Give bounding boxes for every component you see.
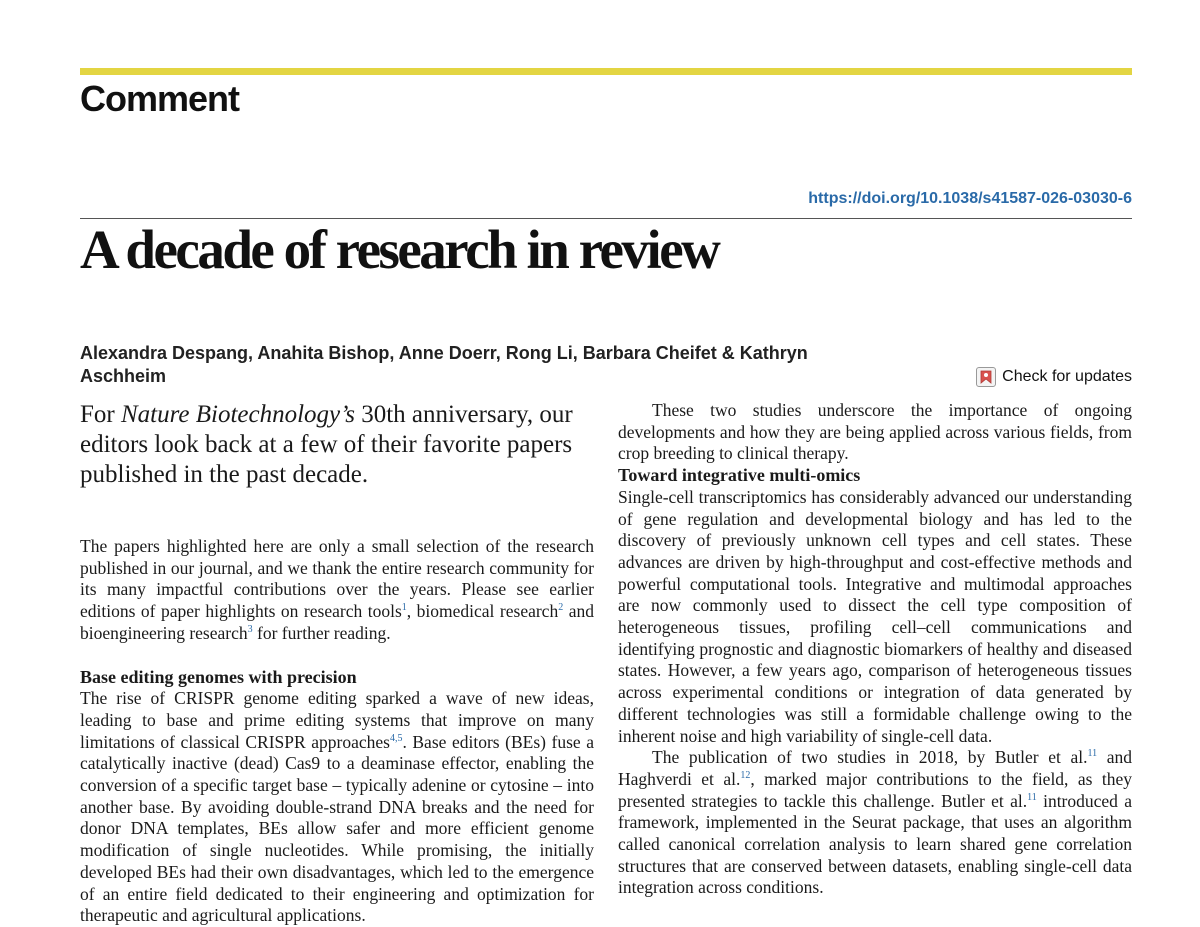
citation-link[interactable]: 11 xyxy=(1027,791,1037,803)
base-editing-paragraph: The rise of CRISPR genome editing sparked a wave of new ideas, leading to base and prime editing systems that improve on many limitations of classical CRISPR approaches$^{4,5}$. Base editors (BEs) fuse a catalytically inactive (dead) Cas9 to a deaminase effector, enabling the conversion of a specific target base – typically adenine or cytosine – into another base. By avoiding double-strand DNA breaks and the need for donor DNA templates, BEs allow safer and more efficient genome modification of single nucleotides. While promising, the initially developed BEs had their own disadvantages, which led to the emergence of an entire field dedicated to their engineering and optimization for therapeutic and agricultural applications. xyxy=(80,688,594,926)
section-heading-multi-omics: Toward integrative multi-omics xyxy=(618,465,861,486)
right-column xyxy=(618,400,1132,899)
multi-omics-paragraph: Single-cell transcriptomics has considerably advanced our understanding of gene regulation and developmental biology and has led to the discovery of previously unknown cell types and cell states. These advances are driven by high-throughput and cost-effective methods and powerful computational tools. Integrative and multimodal approaches are now commonly used to dissect the cell type composition of heterogeneous tissues, profiling cell–cell communications and identifying prognostic and diagnostic biomarkers of healthy and diseased states. However, a few years ago, comparison of heterogeneous tissues across experimental conditions or integration of data generated by different technologies was still a formidable challenge owing to the inherent noise and high variability of single-cell data. xyxy=(618,486,1132,746)
check-for-updates-label: Check for updates xyxy=(1002,368,1132,385)
section-color-bar xyxy=(80,68,1132,75)
publication-paragraph: The publication of two studies in 2018, by Butler et al.$^{11}$ and Haghverdi et al.$^{12}$, marked major contributions to the field, as they presented strategies to tackle this challenge. Butler et al.$^{11}$ introduced a framework, implemented in the Seurat package, that uses an algorithm called canonical correlation analysis to learn shared gene correlation structures that are conserved between datasets, enabling single-cell data integration across conditions. xyxy=(618,747,1133,898)
section-label: Comment xyxy=(80,78,240,119)
citation-link[interactable]: 3 xyxy=(247,623,253,635)
citation-link[interactable]: 4,5 xyxy=(389,732,403,744)
author-list: Alexandra Despang, Anahita Bishop, Anne Doerr, Rong Li, Barbara Cheifet & Kathryn Aschheim xyxy=(80,343,808,386)
citation-link[interactable]: 11 xyxy=(1087,748,1098,760)
citation-link[interactable]: 2 xyxy=(558,602,564,614)
standfirst: For Nature Biotechnology’s 30th anniversary, our editors look back at a few of their favorite papers published in the past decade. xyxy=(80,401,573,488)
intro-paragraph: The papers highlighted here are only a small selection of the research published in our journal, and we thank the entire research community for its many impactful contributions over the years. Please see earlier editions of paper highlights on research tools$^1$, biomedical research$^2$ and bioengineering research$^3$ for further reading. xyxy=(80,536,594,643)
left-column xyxy=(80,400,594,927)
section-heading-base-editing: Base editing genomes with precision xyxy=(80,666,357,687)
article-title: A decade of research in review xyxy=(80,219,719,280)
citation-link[interactable]: 12 xyxy=(740,770,751,782)
summary-paragraph: These two studies underscore the importance of ongoing developments and how they are being applied across various fields, from crop breeding to clinical therapy. xyxy=(618,400,1132,464)
check-for-updates-button[interactable] xyxy=(976,367,1132,387)
bookmark-update-icon xyxy=(976,367,996,387)
citation-link[interactable]: 1 xyxy=(401,602,407,614)
journal-name: Nature Biotechnology’s xyxy=(120,401,355,428)
doi-link[interactable]: https://doi.org/10.1038/s41587-026-03030-6 xyxy=(808,190,1132,207)
